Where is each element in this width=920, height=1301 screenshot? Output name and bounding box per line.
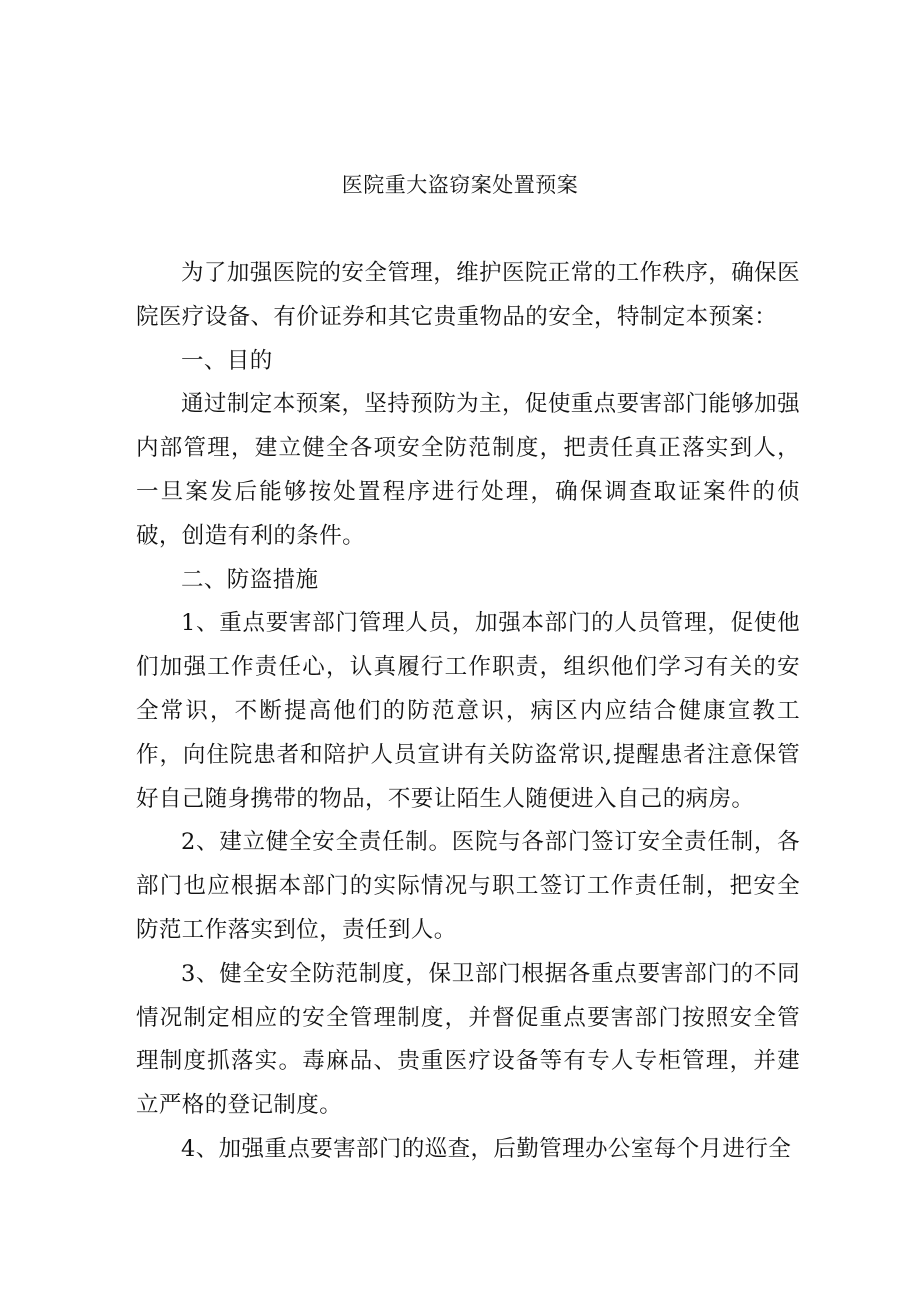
measure-item-2: 2、建立健全安全责任制。医院与各部门签订安全责任制，各部门也应根据本部门的实际情况与职工签订工作责任制，把安全防范工作落实到位，责任到人。 — [136, 829, 800, 943]
section-heading-measures: 二、防盗措施 — [181, 566, 319, 593]
measure-item-1: 1、重点要害部门管理人员，加强本部门的人员管理，促使他们加强工作责任心，认真履行工作职责，组织他们学习有关的安全常识，不断提高他们的防范意识，病区内应结合健康宣教工作，向住院患者和陪护人员宣讲有关防盗常识,提醒患者注意保管好自己随身携带的物品，不要让陌生人随便进入自己的病房。 — [136, 610, 800, 812]
intro-paragraph: 为了加强医院的安全管理，维护医院正常的工作秩序，确保医院医疗设备、有价证券和其它贵重物品的安全，特制定本预案： — [136, 260, 800, 330]
document-body — [136, 252, 800, 1172]
section-heading-purpose: 一、目的 — [181, 347, 273, 374]
document-title: 医院重大盗窃案处置预案 — [341, 173, 579, 197]
purpose-paragraph: 通过制定本预案，坚持预防为主，促使重点要害部门能够加强内部管理，建立健全各项安全防范制度，把责任真正落实到人，一旦案发后能够按处置程序进行处理，确保调查取证案件的侦破，创造有利的条件。 — [136, 391, 800, 549]
measure-item-3: 3、健全安全防范制度，保卫部门根据各重点要害部门的不同情况制定相应的安全管理制度，并督促重点要害部门按照安全管理制度抓落实。毒麻品、贵重医疗设备等有专人专柜管理，并建立严格的登记制度。 — [136, 960, 800, 1119]
measure-item-4: 4、加强重点要害部门的巡查，后勤管理办公室每个月进行全 — [181, 1135, 792, 1162]
